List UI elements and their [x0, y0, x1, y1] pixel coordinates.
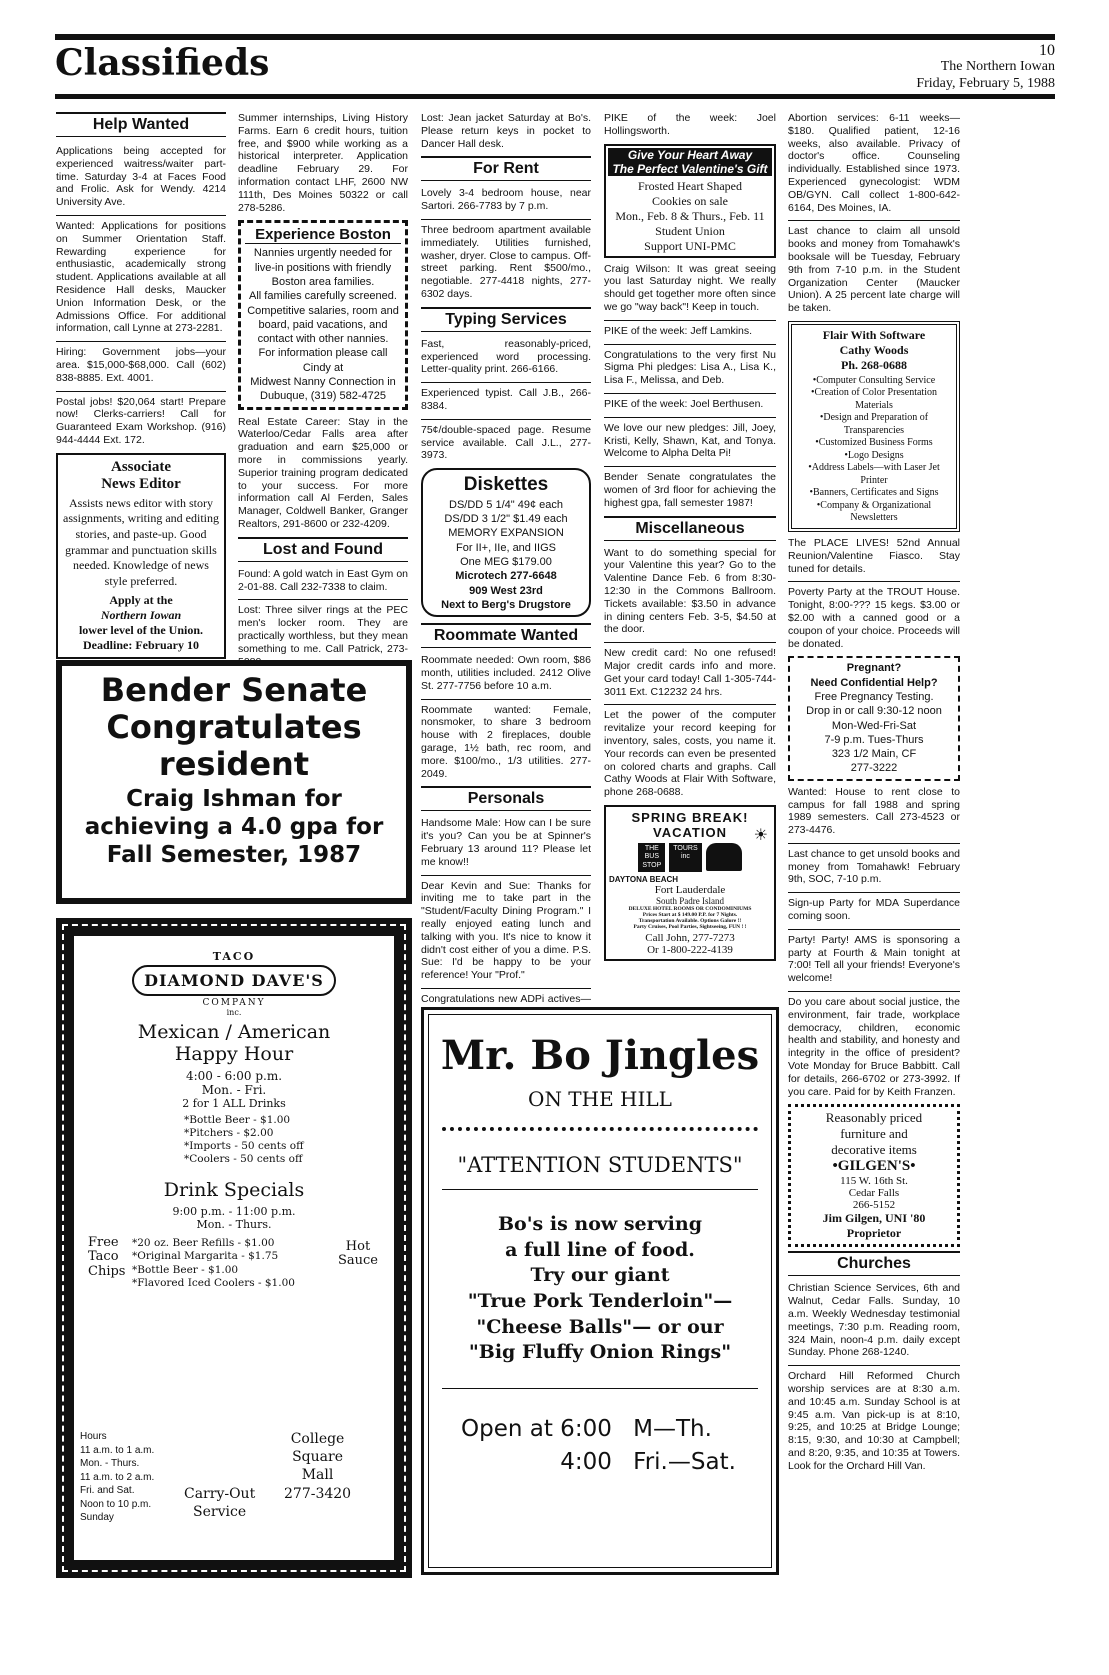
classified-ad: Craig Wilson: It was great seeing you last Saturday night. We really should get together more often since we go "way back"! Keep in touch.: [604, 262, 776, 313]
bender-line: achieving a 4.0 gpa for: [84, 813, 384, 840]
bender-senate-ad: [56, 660, 412, 904]
boston-text: Nannies urgently needed for live-in positions with friendly Boston area families.: [253, 247, 393, 288]
lost-found-heading: Lost and Found: [238, 537, 408, 562]
free-chips-label: Free: [88, 1235, 119, 1250]
spring-fine-print: Prices Start at $ 149.00 P.P. for 7 Nights.: [642, 912, 738, 919]
classified-ad: PIKE of the week: Jeff Lamkins.: [604, 324, 753, 337]
paper-name: The Northern Iowan: [940, 59, 1055, 74]
heart-title: The Perfect Valentine's Gift: [608, 162, 772, 176]
boston-text: Midwest Nanny Connection in Dubuque, (319) 582-4725: [250, 376, 396, 403]
tours-logo: [669, 843, 701, 872]
classified-ad: Fast, reasonably-priced, experienced word processing. Letter-quality print. 266-6166.: [421, 337, 591, 376]
flair-service: •Computer Consulting Service: [812, 374, 936, 386]
column-1: [56, 112, 226, 659]
cuisine-heading: Mexican / American: [137, 1021, 331, 1043]
page-number: 10: [1039, 42, 1055, 59]
mall-label: College: [290, 1431, 345, 1447]
editor-title: Associate: [111, 458, 171, 475]
diskettes-line: 909 West 23rd: [469, 584, 543, 597]
spring-title: SPRING BREAK!: [631, 809, 749, 825]
roommate-heading: Roommate Wanted: [421, 623, 591, 648]
gilgens-ad: [788, 1104, 960, 1247]
bender-line: Congratulates: [106, 707, 362, 746]
hours-line: Hours: [80, 1431, 107, 1442]
boston-text: All families carefully screened. Competitive salaries, room and board, paid vacations, and contact with other nannies.: [247, 290, 399, 346]
spring-fine-print: Transportation Available. Options Galore !!: [638, 918, 742, 925]
drink-specials-time: 9:00 p.m. - 11:00 p.m.: [172, 1204, 296, 1218]
drink-special-item: *Original Margarita - $1.75: [132, 1250, 279, 1263]
open-days: M—Th.: [633, 1415, 712, 1442]
classified-ad: The PLACE LIVES! 52nd Annual Reunion/Valentine Fiasco. Stay tuned for details.: [788, 536, 960, 575]
classified-ad: PIKE of the week: Joel Hollingsworth.: [604, 112, 776, 137]
gilgen-line: Reasonably priced: [825, 1110, 923, 1126]
spring-title: VACATION: [653, 824, 727, 840]
hours-line: Sunday: [80, 1512, 114, 1523]
decorative-rule: [442, 1127, 758, 1131]
gilgen-name: •GILGEN'S•: [832, 1158, 916, 1175]
pregnancy-line: Free Pregnancy Testing.: [814, 690, 934, 703]
boston-text: For information please call Cindy at: [258, 347, 388, 374]
churches-heading: Churches: [788, 1251, 960, 1276]
spring-destination: DAYTONA BEACH: [609, 875, 679, 885]
classified-ad: Sign-up Party for MDA Superdance coming soon.: [788, 897, 960, 923]
classified-ad: We love our new pledges: Jill, Joey, Kristi, Kelly, Shawn, Kat, and Tonya. Welcome to Alpha Delta Pi!: [604, 421, 776, 460]
classified-ad: Wanted: House to rent close to campus for fall 1988 and spring 1989 semesters. Call 273-4523 or 273-4476.: [788, 785, 960, 837]
help-wanted-heading: Help Wanted: [56, 112, 226, 137]
pregnancy-line: 323 1/2 Main, CF: [831, 748, 917, 761]
company-label: COMPANY: [202, 998, 266, 1008]
for-rent-heading: For Rent: [421, 156, 591, 181]
gilgen-address: 115 W. 16th St.: [840, 1175, 908, 1188]
pregnancy-line: Need Confidential Help?: [810, 676, 938, 689]
carry-out-label: Service: [193, 1503, 247, 1520]
flair-name: Cathy Woods: [839, 342, 909, 357]
flair-title: Flair With Software: [822, 327, 926, 342]
pregnancy-line: Mon-Wed-Fri-Sat: [831, 719, 917, 732]
flair-software-ad: [788, 321, 960, 532]
classified-ad: New credit card: No one refused! Major credit cards info and more. Get your card today! Call 1-305-744-3011 Ext. C12232 24 hrs.: [604, 647, 776, 698]
heart-line: Frosted Heart Shaped: [638, 178, 742, 193]
happy-hour-item: *Pitchers - $2.00: [184, 1127, 274, 1140]
editor-deadline: Deadline: February 10: [83, 638, 199, 653]
bus-stop-logo: [638, 843, 665, 872]
miscellaneous-heading: Miscellaneous: [604, 516, 776, 541]
bus-text: BUS: [644, 853, 660, 861]
tours-text: inc: [680, 853, 690, 861]
happy-hour-deal: 2 for 1 ALL Drinks: [182, 1097, 286, 1110]
classified-ad: Do you care about social justice, the environment, fair trade, workplace democracy, children, economic health and stability, and honesty and integrity in the office of president? Vote Monday for Bruce Babbitt. Call for details, 266-6702 or 273-3992. If you care. Paid for by Keith Franzen.: [788, 996, 960, 1098]
diamond-daves-ad: [56, 918, 412, 1578]
spring-destination: South Padre Island: [656, 896, 724, 907]
bender-line: resident: [158, 744, 310, 783]
typing-services-heading: Typing Services: [421, 307, 591, 332]
gilgen-owner: Proprietor: [846, 1226, 902, 1241]
classified-ad: Lost: Three silver rings at the PEC men's locker room. They are practically worthless, but they mean something to me. Call Patrick, 273-: [238, 604, 408, 655]
pregnancy-help-ad: [788, 656, 960, 780]
heart-line: Cookies on sale: [652, 193, 728, 208]
drink-special-item: *20 oz. Beer Refills - $1.00: [132, 1236, 275, 1249]
flair-service: •Address Labels—with Laser Jet Printer: [808, 462, 940, 486]
editor-title: News Editor: [101, 475, 181, 492]
editor-apply: lower level of the Union.: [78, 623, 204, 638]
classified-ad: Summer internships, Living History Farms. Earn 6 credit hours, tuition free, and $900 while working as a historical interpreter. Application deadline February 29. For information contact LHF, 2600 NW 111th, Des Moines 50322 or call 278-5286.: [238, 112, 408, 214]
bo-jingles-ad: [421, 1007, 779, 1575]
diskettes-line: MEMORY EXPANSION: [448, 527, 564, 540]
bo-jingles-title: Mr. Bo Jingles: [440, 1032, 760, 1079]
spring-fine-print: DELUXE HOTEL ROOMS OR CONDOMINIUMS: [628, 906, 752, 913]
classified-ad: Congratulations to the very first Nu Sigma Phi pledges: Lisa A., Lisa K., Lisa F., Melissa, and Deb.: [604, 348, 776, 387]
classified-ad: Let the power of the computer revitalize your record keeping for inventory, sales, costs, you name it. Your records can even be presented on colored charts and graphs. Call Cathy Woods at Flair With Software, phone 268-0688.: [604, 709, 776, 799]
spring-break-ad: [604, 805, 776, 961]
classified-ad: Want to do something special for your Valentine this year? Go to the Valentine Dance Feb. 6 from 8:30-12:30 in the Commons Ballroom. Tickets available: $3.50 in advance in dining centers Feb. 3-5, $4.50 at the door.: [604, 546, 776, 636]
issue-date: Friday, February 5, 1988: [916, 76, 1055, 91]
hours-line: 11 a.m. to 1 a.m.: [80, 1444, 155, 1456]
bo-jingles-line: a full line of food.: [505, 1238, 695, 1261]
happy-hour-item: *Coolers - 50 cents off: [184, 1153, 303, 1166]
classified-ad: Applications being accepted for experienced waitress/waiter part-time. Saturday 3-4 at Faces Food and Frolic. Ask for Wendy. 4214 University Ave.: [56, 145, 226, 209]
classified-ad: Hiring: Government jobs—your area. $15,000-$68,000. Call (602) 838-8885. Ext. 4001.: [56, 346, 226, 384]
diskettes-line: One MEG $179.00: [460, 556, 552, 569]
column-4: [604, 112, 776, 961]
bender-line: Fall Semester, 1987: [106, 841, 362, 868]
bender-line: Craig Ishman for: [126, 786, 342, 813]
hot-sauce-label: Hot: [345, 1239, 371, 1254]
taco-label: TACO: [212, 950, 256, 963]
classified-ad: Roommate wanted: Female, nonsmoker, to share 3 bedroom house with 2 fireplaces, double garage, 1½ bath, rec room, and more. $100/mo., 1/3 utilities. 277-2049.: [421, 703, 591, 780]
couple-silhouette-icon: [706, 843, 742, 871]
bo-jingles-line: Try our giant: [530, 1264, 670, 1287]
bender-line: Bender Senate: [100, 671, 368, 709]
free-chips-label: Taco: [88, 1249, 119, 1265]
flair-service: •Company & Organizational Newsletters: [816, 499, 932, 524]
flair-service: •Banners, Certificates and Signs: [809, 487, 939, 499]
bo-jingles-line: Bo's is now serving: [498, 1213, 702, 1235]
classified-ad: Bender Senate congratulates the women of 3rd floor for achieving the highest gpa, fall semester 1987!: [604, 471, 776, 509]
spring-contact: Call John, 277-7273: [645, 932, 735, 945]
diskettes-line: Next to Berg's Drugstore: [441, 598, 571, 611]
gilgen-address: 266-5152: [852, 1199, 896, 1212]
column-3: [421, 112, 591, 1037]
happy-hour-item: *Imports - 50 cents off: [184, 1140, 304, 1153]
experience-boston-ad: [238, 220, 408, 409]
happy-hour-time: 4:00 - 6:00 p.m.: [185, 1069, 283, 1083]
hours-line: Fri. and Sat.: [80, 1485, 135, 1496]
bus-text: THE: [644, 844, 659, 852]
classified-ad: 75¢/double-spaced page. Resume service available. Call J.L., 277-3973.: [421, 423, 591, 462]
boston-title: Experience Boston: [245, 226, 401, 244]
bo-jingles-subtitle: ON THE HILL: [528, 1087, 672, 1111]
classified-ad: Handsome Male: How can I be sure it's you? Can you be at Spinner's February 13 around 11? Please let me know!!: [421, 817, 591, 868]
flair-service: •Creation of Color Presentation Materials: [811, 387, 937, 411]
carry-out-label: Carry-Out: [184, 1486, 256, 1502]
heart-line: Support UNI-PMC: [644, 238, 736, 253]
diskettes-line: Microtech 277-6648: [455, 570, 557, 583]
classified-ad: Lovely 3-4 bedroom house, near Sartori. 266-7783 by 7 p.m.: [421, 187, 591, 213]
mall-label: Square: [292, 1449, 343, 1466]
classified-ad: Experienced typist. Call J.B., 266-8384.: [421, 387, 591, 412]
column-2: [238, 112, 408, 674]
classified-ad: Postal jobs! $20,064 start! Prepare now! Clerks-carriers! Call for Guaranteed Exam Workshop. (916) 944-4444 Ext. 172.: [56, 395, 226, 446]
flair-phone: Ph. 268-0688: [841, 357, 907, 372]
classified-ad: Lost: Jean jacket Saturday at Bo's. Please return keys in pocket to Dancer Hall desk.: [421, 112, 591, 150]
classified-ad: Party! Party! AMS is sponsoring a party at Fourth & Main tonight at 7:00! Tell all your friends! Everyone's welcome!: [788, 933, 960, 985]
classified-ad: Three bedroom apartment available immediately. Utilities furnished, washer, dryer. Close to campus. Off-street parking. Rent $500/mo., negotiable. 277-4418 nights, 277-6302 days.: [421, 223, 591, 300]
gilgen-owner: Jim Gilgen, UNI '80: [822, 1211, 926, 1226]
classified-ad: Wanted: Applications for positions on Summer Orientation Staff. Rewarding experience for enthusiastic, academically strong student. Applications available at all Residence Hall desks, Maucker Union Information Desk, or the Admissions Office. For additional information, call Lynne at 273-2281.: [56, 219, 226, 335]
heart-line: Student Union: [655, 223, 725, 238]
inc-label: inc.: [226, 1008, 242, 1017]
spring-fine-print: Party Cruises, Pool Parties, Sightseeing, FUN ! !: [633, 924, 747, 931]
open-time: 4:00: [560, 1449, 612, 1476]
spring-destination: Fort Lauderdale: [654, 884, 726, 897]
diamond-daves-logo: [132, 965, 336, 996]
classified-ad: PIKE of the week: Joel Berthusen.: [604, 397, 764, 410]
section-title: Classifieds: [55, 42, 270, 84]
heart-line: Mon., Feb. 8 & Thurs., Feb. 11: [615, 208, 765, 223]
associate-editor-box: [56, 453, 226, 660]
diskettes-title: Diskettes: [463, 474, 549, 496]
restaurant-phone: 277-3420: [284, 1485, 352, 1502]
attention-students: "ATTENTION STUDENTS": [457, 1153, 743, 1177]
hot-sauce-label: Sauce: [337, 1253, 378, 1269]
flair-service: •Customized Business Forms: [815, 437, 933, 449]
flair-service: •Logo Designs: [844, 449, 904, 461]
drink-specials-heading: Drink Specials: [163, 1178, 305, 1201]
classified-ad: Last chance to get unsold books and money from Tomahawk! February 9th, SOC, 7-10 p.m.: [788, 847, 960, 886]
classified-ad: Orchard Hill Reformed Church worship services are at 8:30 a.m. and 10:45 a.m. Sunday School is at 9:45 a.m. Van pick-up is at 8:10, 9:25, and 10:25 at Bridge Lounge; 8:15, 9:30, and 10:30 at Campbell; and 8:20, 9:35, and 10:35 at Towers. Look for the Orchard Hill Van.: [788, 1370, 960, 1472]
diskettes-ad: [421, 468, 591, 617]
open-time: Open at 6:00: [461, 1415, 612, 1442]
happy-hour-heading: Happy Hour: [174, 1043, 294, 1065]
happy-hour-item: *Bottle Beer - $1.00: [184, 1114, 291, 1126]
hours-line: Mon. - Thurs.: [80, 1458, 140, 1469]
editor-apply: Northern Iowan: [100, 608, 182, 623]
gilgen-address: Cedar Falls: [848, 1187, 900, 1200]
happy-hour-days: Mon. - Fri.: [201, 1083, 267, 1097]
classified-ad: Last chance to claim all unsold books and money from Tomahawk's booksale will be Tuesday, February 9th from 7-10 p.m. in the Student Organization Center (Maucker Union). A 25 percent late charge will be taken.: [788, 225, 960, 315]
restaurant-name: DIAMOND DAVE'S: [144, 971, 324, 990]
bus-text: STOP: [642, 861, 662, 869]
tours-text: TOURS: [673, 844, 698, 852]
pregnancy-line: 7-9 p.m. Tues-Thurs: [824, 733, 924, 746]
column-5: [788, 112, 960, 1479]
classified-ad: Dear Kevin and Sue: Thanks for inviting me to take part in the "Student/Faculty Dining Program." I really enjoyed eating lunch and talking with you. It's nice to know it didn't cost either of you a dime. P.S. Sue: I'd be happy to be your reference! Your "Prof.": [421, 879, 591, 982]
mall-label: Mall: [301, 1467, 334, 1484]
decorative-rule: [442, 1189, 758, 1190]
personals-heading: Personals: [421, 786, 591, 811]
masthead-bottom-rule: [55, 94, 1055, 99]
open-days: Fri.—Sat.: [633, 1449, 736, 1476]
heart-title: Give Your Heart Away: [608, 148, 772, 162]
gilgen-line: decorative items: [831, 1142, 917, 1158]
classified-ad: Abortion services: 6-11 weeks—$180. Qualified patient, 12-16 weeks, also available. Privacy of doctor's office. Counseling individually. Established since 1973. Experienced gynecologist: WDM OB/GYN. Call collect 1-800-642-6164, Des Moines, IA.: [788, 112, 960, 214]
gilgen-line: furniture and: [840, 1126, 908, 1142]
bo-jingles-line: "True Pork Tenderloin"—: [467, 1289, 733, 1312]
drink-specials-days: Mon. - Thurs.: [196, 1217, 272, 1231]
diskettes-line: DS/DD 5 1/4" 49¢ each: [449, 498, 563, 511]
classified-ad: Christian Science Services, 6th and Walnut, Cedar Falls. Sunday, 10 a.m. Weekly Wednesday testimonial meetings, 7:30 p.m. Reading room, 324 Main, noon-4 p.m. daily except Sunday. Phone 268-1240.: [788, 1282, 960, 1359]
hours-line: 11 a.m. to 2 a.m.: [80, 1471, 155, 1483]
classified-ad: Congratulations new ADPi actives—: [421, 992, 591, 1005]
masthead-top-rule: [55, 34, 1055, 40]
flair-service: •Design and Preparation of Transparencies: [819, 412, 929, 436]
editor-apply: Apply at the: [109, 593, 173, 608]
pregnancy-line: Drop in or call 9:30-12 noon: [806, 705, 942, 718]
drink-special-item: *Flavored Iced Coolers - $1.00: [132, 1277, 295, 1290]
sun-icon: ☀: [753, 826, 768, 844]
editor-body: Assists news editor with story assignments, writing and editing stories, and paste-up. Good grammar and punctuation skills needed. Knowledge of news style preferred.: [63, 495, 219, 588]
diskettes-line: For II+, IIe, and IIGS: [456, 541, 556, 554]
classified-ad: Found: A gold watch in East Gym on 2-01-88. Call 232-7338 to claim.: [238, 567, 408, 593]
classified-ad: Roommate needed: Own room, $86 month, utilities included. 2412 Olive St. 277-7756 before 10 a.m.: [421, 654, 591, 692]
classified-ad: Poverty Party at the TROUT House. Tonight, 8:00-??? 15 kegs. $3.00 or $2.00 with a canned good or a coupon of your choice. Proceeds will be donated.: [788, 586, 960, 650]
spring-contact: Or 1-800-222-4139: [647, 944, 733, 957]
hours-line: Noon to 10 p.m.: [80, 1498, 152, 1510]
decorative-rule: [442, 1388, 758, 1389]
diskettes-line: DS/DD 3 1/2" $1.49 each: [444, 513, 568, 526]
free-chips-label: Chips: [88, 1263, 126, 1279]
pregnancy-line: 277-3222: [850, 762, 898, 775]
pregnancy-line: Pregnant?: [846, 662, 902, 675]
drink-special-item: *Bottle Beer - $1.00: [132, 1263, 239, 1276]
bo-jingles-line: "Cheese Balls"— or our: [476, 1315, 724, 1338]
valentine-cookie-ad: [604, 144, 776, 258]
classified-ad: Real Estate Career: Stay in the Waterloo/Cedar Falls area after graduation and earn $25,000 or more in commissions yearly. Superior training program dedicated to your success. For more information call Al Ferden, Sales Manager, Coldwell Banker, Granger Realtors, 291-8600 or 232-4209.: [238, 415, 408, 531]
bo-jingles-line: "Big Fluffy Onion Rings": [468, 1341, 732, 1364]
